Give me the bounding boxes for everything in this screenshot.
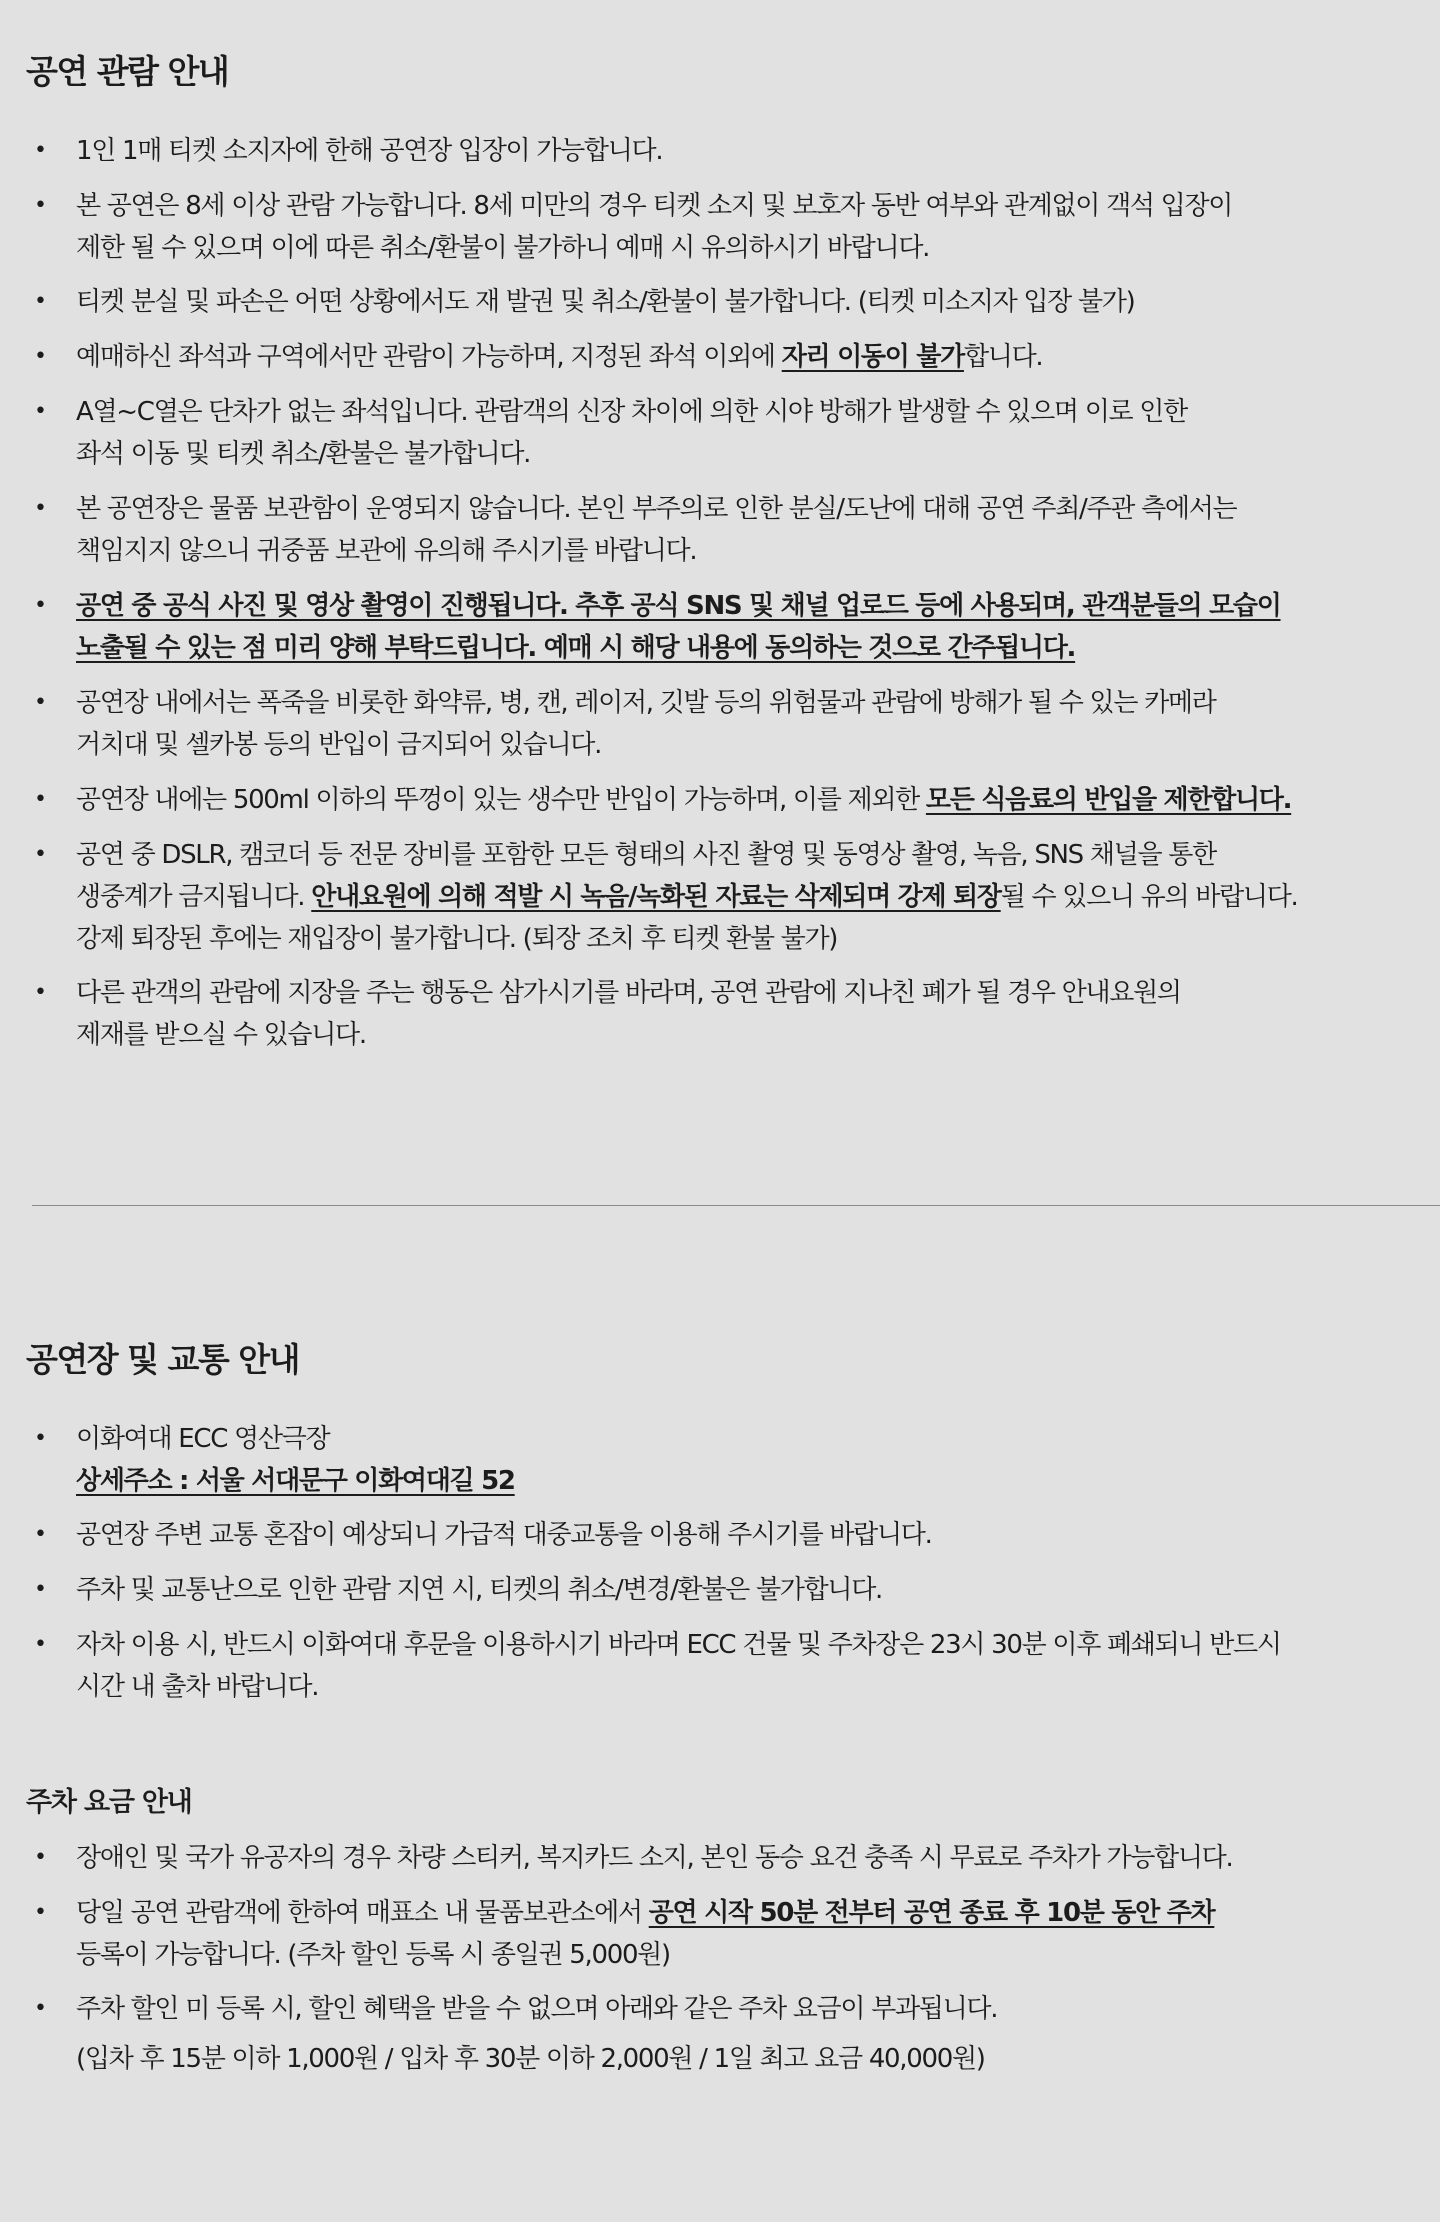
list-item-text: 책임지지 않으니 귀중품 보관에 유의해 주시기를 바랍니다.: [76, 536, 697, 566]
emphasis-text: 노출될 수 있는 점 미리 양해 부탁드립니다. 예매 시 해당 내용에 동의하는 것으로 간주됩니다.: [76, 633, 1076, 663]
list-item-text: A열~C열은 단차가 없는 좌석입니다. 관람객의 신장 차이에 의한 시야 방해가 발생할 수 있으며 이로 인한: [76, 397, 1187, 427]
venue-info-title: 공연장 및 교통 안내: [26, 1340, 299, 1379]
list-item-text: 본 공연장은 물품 보관함이 운영되지 않습니다. 본인 부주의로 인한 분실/도난에 대해 공연 주최/주관 측에서는: [76, 494, 1237, 524]
bullet-icon: •: [34, 289, 46, 314]
bullet-icon: •: [34, 1632, 46, 1657]
list-item: [26, 1988, 1426, 2080]
bullet-icon: •: [34, 1577, 46, 1602]
parking-info-section: [26, 1783, 1426, 2080]
list-item: [26, 779, 1426, 821]
venue-info-section: [26, 1340, 1426, 1708]
list-item-text: 공연 중 DSLR, 캠코더 등 전문 장비를 포함한 모든 형태의 사진 촬영 및 동영상 촬영, 녹음, SNS 채널을 통한: [76, 840, 1216, 870]
bullet-icon: •: [34, 1996, 46, 2021]
emphasis-text: 안내요원에 의해 적발 시 녹음/녹화된 자료는 삭제되며 강제 퇴장: [311, 882, 1001, 912]
bullet-icon: •: [34, 496, 46, 521]
list-item-text: 다른 관객의 관람에 지장을 주는 행동은 삼가시기를 바라며, 공연 관람에 지나친 폐가 될 경우 안내요원의: [76, 978, 1181, 1008]
parking-info-list: [26, 1837, 1426, 2080]
list-item-text: 공연장 주변 교통 혼잡이 예상되니 가급적 대중교통을 이용해 주시기를 바랍니다.: [76, 1520, 932, 1550]
list-item: [26, 130, 1426, 172]
list-item: [26, 972, 1426, 1056]
viewing-info-section: [26, 52, 1426, 1056]
list-item-text: 좌석 이동 및 티켓 취소/환불은 불가합니다.: [76, 439, 531, 469]
list-item-text: 거치대 및 셀카봉 등의 반입이 금지되어 있습니다.: [76, 730, 602, 760]
list-item-text: 제재를 받으실 수 있습니다.: [76, 1020, 366, 1050]
list-item: [26, 1569, 1426, 1611]
list-item-text: 등록이 가능합니다. (주차 할인 등록 시 종일권 5,000원): [76, 1940, 670, 1970]
bullet-icon: •: [34, 1845, 46, 1870]
list-item-text: 제한 될 수 있으며 이에 따른 취소/환불이 불가하니 예매 시 유의하시기 바랍니다.: [76, 233, 930, 263]
emphasis-text: 공연 중 공식 사진 및 영상 촬영이 진행됩니다. 추후 공식 SNS 및 채널 업로드 등에 사용되며, 관객분들의 모습이: [76, 591, 1281, 621]
section-divider: [32, 1205, 1440, 1206]
parking-info-heading: 주차 요금 안내: [26, 1787, 192, 1818]
emphasis-text: 모든 식음료의 반입을 제한합니다.: [925, 785, 1292, 815]
list-item: [26, 185, 1426, 269]
list-item-text: 주차 할인 미 등록 시, 할인 혜택을 받을 수 없으며 아래와 같은 주차 요금이 부과됩니다.: [76, 1994, 998, 2024]
list-item: [26, 1892, 1426, 1976]
bullet-icon: •: [34, 1522, 46, 1547]
venue-info-list: [26, 1418, 1426, 1708]
emphasis-text: 공연 시작 50분 전부터 공연 종료 후 10분 동안 주차: [648, 1898, 1215, 1928]
list-item: [26, 834, 1426, 960]
bullet-icon: •: [34, 842, 46, 867]
list-item: [26, 336, 1426, 378]
list-item-text: 티켓 분실 및 파손은 어떤 상황에서도 재 발권 및 취소/환불이 불가합니다. (티켓 미소지자 입장 불가): [76, 287, 1135, 317]
bullet-icon: •: [34, 193, 46, 218]
bullet-icon: •: [34, 138, 46, 163]
list-item-text: 1인 1매 티켓 소지자에 한해 공연장 입장이 가능합니다.: [76, 136, 663, 166]
emphasis-text: 자리 이동이 불가: [781, 342, 964, 372]
parking-fee-text: (입차 후 15분 이하 1,000원 / 입차 후 30분 이하 2,000원 / 1일 최고 요금 40,000원): [76, 2044, 985, 2074]
bullet-icon: •: [34, 787, 46, 812]
bullet-icon: •: [34, 1426, 46, 1451]
list-item-text: 강제 퇴장된 후에는 재입장이 불가합니다. (퇴장 조치 후 티켓 환불 불가): [76, 924, 838, 954]
venue-address: 상세주소 : 서울 서대문구 이화여대길 52: [76, 1466, 515, 1496]
list-item: [26, 1624, 1426, 1708]
bullet-icon: •: [34, 980, 46, 1005]
list-item: [26, 1514, 1426, 1556]
venue-name: 이화여대 ECC 영산극장: [76, 1424, 330, 1454]
bullet-icon: •: [34, 399, 46, 424]
list-item: [26, 585, 1426, 669]
list-item-text: 공연장 내에서는 폭죽을 비롯한 화약류, 병, 캔, 레이저, 깃발 등의 위험물과 관람에 방해가 될 수 있는 카메라: [76, 688, 1216, 718]
viewing-info-title: 공연 관람 안내: [26, 52, 229, 91]
list-item: [26, 1418, 1426, 1502]
list-item: [26, 281, 1426, 323]
bullet-icon: •: [34, 593, 46, 618]
list-item-text: 예매하신 좌석과 구역에서만 관람이 가능하며, 지정된 좌석 이외에 자리 이동이 불가합니다.: [76, 342, 1043, 372]
list-item-text: 본 공연은 8세 이상 관람 가능합니다. 8세 미만의 경우 티켓 소지 및 보호자 동반 여부와 관계없이 객석 입장이: [76, 191, 1233, 221]
bullet-icon: •: [34, 690, 46, 715]
list-item: [26, 1837, 1426, 1879]
viewing-info-list: [26, 130, 1426, 1056]
list-item-text: 생중계가 금지됩니다. 안내요원에 의해 적발 시 녹음/녹화된 자료는 삭제되며 강제 퇴장될 수 있으니 유의 바랍니다.: [76, 882, 1298, 912]
list-item: [26, 391, 1426, 475]
list-item-text: 당일 공연 관람객에 한하여 매표소 내 물품보관소에서 공연 시작 50분 전부터 공연 종료 후 10분 동안 주차: [76, 1898, 1215, 1928]
list-item-text: 시간 내 출차 바랍니다.: [76, 1672, 319, 1702]
list-item: [26, 682, 1426, 766]
list-item: [26, 488, 1426, 572]
list-item-text: 장애인 및 국가 유공자의 경우 차량 스티커, 복지카드 소지, 본인 동승 요건 충족 시 무료로 주차가 가능합니다.: [76, 1843, 1233, 1873]
list-item-text: 공연장 내에는 500ml 이하의 뚜껑이 있는 생수만 반입이 가능하며, 이를 제외한 모든 식음료의 반입을 제한합니다.: [76, 785, 1292, 815]
bullet-icon: •: [34, 344, 46, 369]
list-item-text: 자차 이용 시, 반드시 이화여대 후문을 이용하시기 바라며 ECC 건물 및 주차장은 23시 30분 이후 폐쇄되니 반드시: [76, 1630, 1281, 1660]
list-item-text: 주차 및 교통난으로 인한 관람 지연 시, 티켓의 취소/변경/환불은 불가합니다.: [76, 1575, 883, 1605]
bullet-icon: •: [34, 1900, 46, 1925]
